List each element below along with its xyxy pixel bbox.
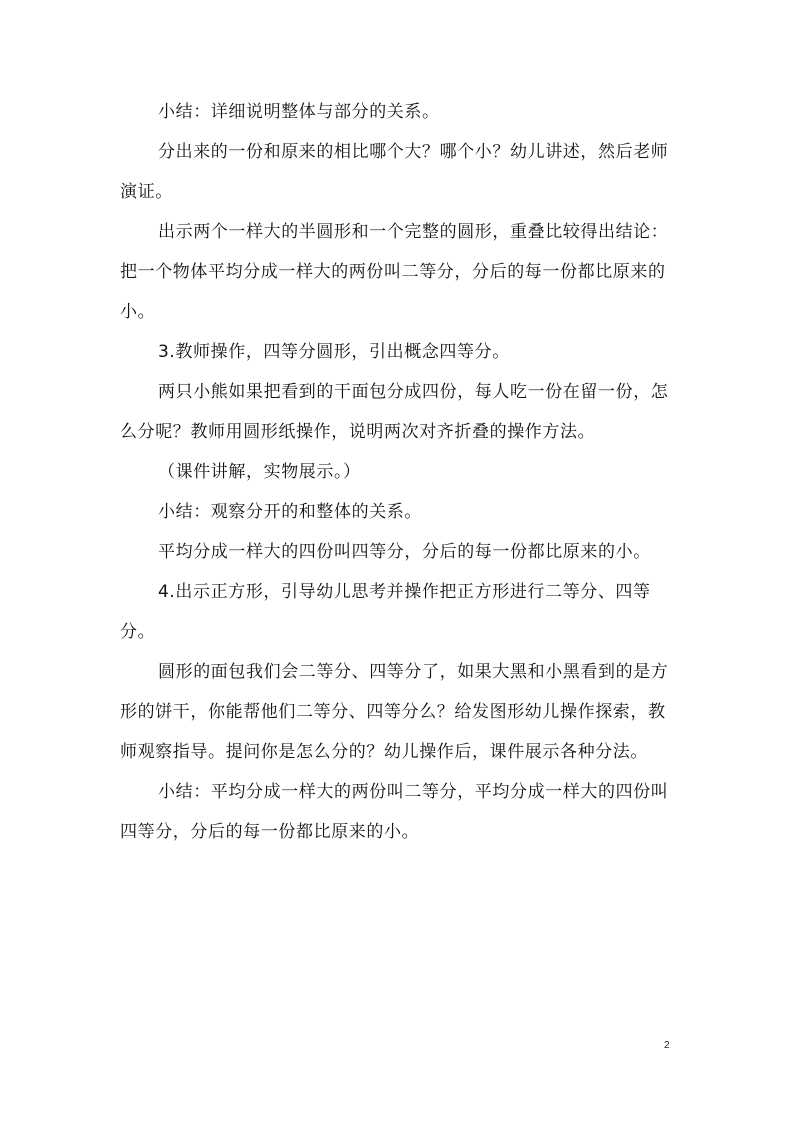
paragraph-step-4-heading: 4.出示正方形，引导幼儿思考并操作把正方形进行二等分、四等分。 — [120, 582, 651, 642]
page-number: 2 — [664, 1040, 670, 1051]
paragraph-quarter-definition: 平均分成一样大的四份叫四等分，分后的每一份都比原来的小。 — [158, 542, 651, 562]
paragraph-courseware-note: （课件讲解，实物展示。） — [158, 462, 361, 482]
paragraph-final-summary: 小结：平均分成一样大的两份叫二等分，平均分成一样大的四份叫四等分，分后的每一份都比原来的小。 — [120, 782, 669, 842]
paragraph-summary-whole-part: 小结：详细说明整体与部分的关系。 — [158, 102, 440, 122]
paragraph-square-biscuit: 圆形的面包我们会二等分、四等分了，如果大黑和小黑看到的是方形的饼干，你能帮他们二等分、四等分么？给发图形幼儿操作探索，教师观察指导。提问你是怎么分的？幼儿操作后，课件展示各种分法。 — [120, 662, 669, 762]
paragraph-bears-bread: 两只小熊如果把看到的干面包分成四份，每人吃一份在留一份，怎么分呢？教师用圆形纸操作，说明两次对齐折叠的操作方法。 — [120, 382, 669, 442]
paragraph-step-3-heading: 3.教师操作，四等分圆形，引出概念四等分。 — [158, 342, 510, 362]
paragraph-summary-observe: 小结：观察分开的和整体的关系。 — [158, 502, 422, 522]
document-body — [120, 92, 676, 852]
paragraph-compare-size: 分出来的一份和原来的相比哪个大？哪个小？幼儿讲述，然后老师演证。 — [120, 142, 669, 202]
paragraph-semicircle-conclusion: 出示两个一样大的半圆形和一个完整的圆形，重叠比较得出结论：把一个物体平均分成一样大的两份叫二等分，分后的每一份都比原来的小。 — [120, 222, 669, 322]
